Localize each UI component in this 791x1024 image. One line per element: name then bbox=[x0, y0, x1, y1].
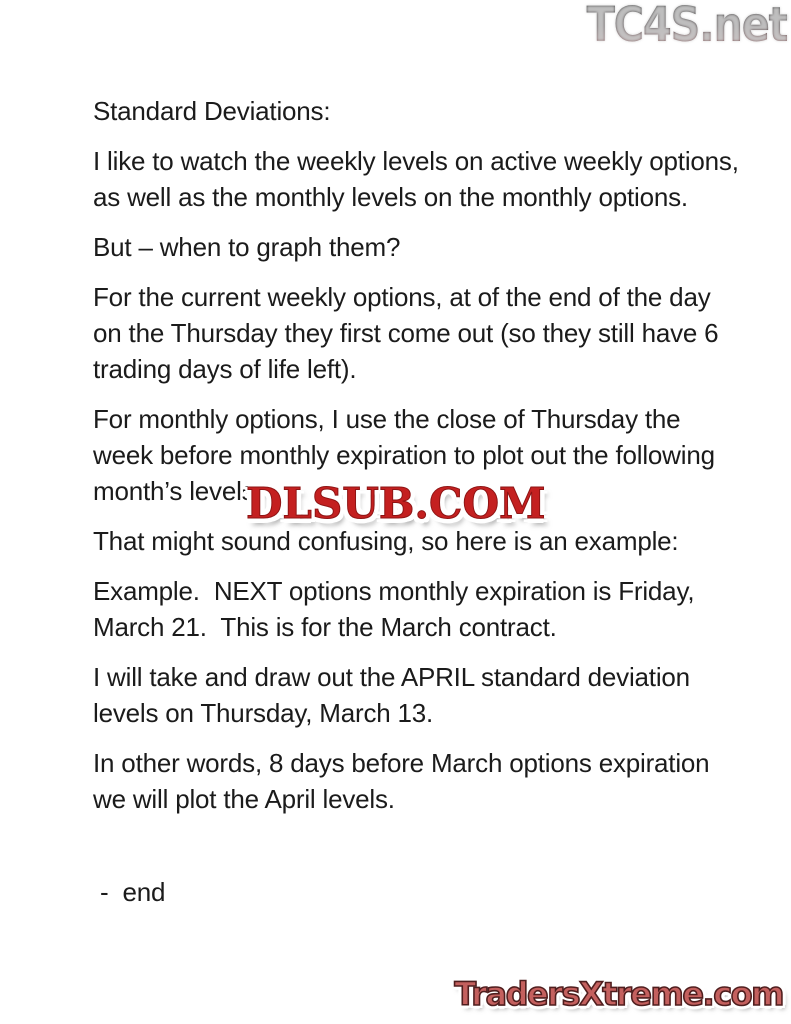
text-line: trading days of life left). bbox=[93, 354, 357, 384]
paragraph bbox=[93, 573, 791, 645]
text-line: That might sound confusing, so here is an example: bbox=[93, 526, 679, 556]
paragraph bbox=[93, 523, 791, 559]
text-line: as well as the monthly levels on the monthly options. bbox=[93, 182, 688, 212]
text-line: For monthly options, I use the close of Thursday the bbox=[93, 404, 681, 434]
text-line: I will take and draw out the APRIL standard deviation bbox=[93, 662, 690, 692]
paragraph bbox=[93, 143, 791, 215]
paragraph-end-marker bbox=[93, 874, 791, 910]
paragraph bbox=[93, 659, 791, 731]
dlsub-watermark: DLSUB.COM bbox=[246, 479, 546, 528]
text-line: we will plot the April levels. bbox=[93, 784, 395, 814]
paragraph bbox=[93, 279, 791, 387]
paragraph-heading bbox=[93, 93, 791, 129]
text-line: levels on Thursday, March 13. bbox=[93, 698, 434, 728]
text-line: I like to watch the weekly levels on active weekly options, bbox=[93, 146, 739, 176]
text-line: In other words, 8 days before March options expiration bbox=[93, 748, 710, 778]
text-line: - end bbox=[93, 877, 166, 907]
text-line: For the current weekly options, at of the end of the day bbox=[93, 282, 711, 312]
tc4s-logo: TC4S.net bbox=[586, 0, 787, 53]
text-line: week before monthly expiration to plot out the following bbox=[93, 440, 715, 470]
tradersxtreme-watermark: TradersXtreme.com bbox=[454, 975, 783, 1013]
text-line: March 21. This is for the March contract. bbox=[93, 612, 557, 642]
text-line: on the Thursday they first come out (so they still have 6 bbox=[93, 318, 719, 348]
text-line: Example. NEXT options monthly expiration is Friday, bbox=[93, 576, 695, 606]
text-line: But – when to graph them? bbox=[93, 232, 401, 262]
paragraph bbox=[93, 745, 791, 817]
text-line: month’s levels. bbox=[93, 476, 262, 506]
paragraph bbox=[93, 229, 791, 265]
text-line: Standard Deviations: bbox=[93, 96, 331, 126]
